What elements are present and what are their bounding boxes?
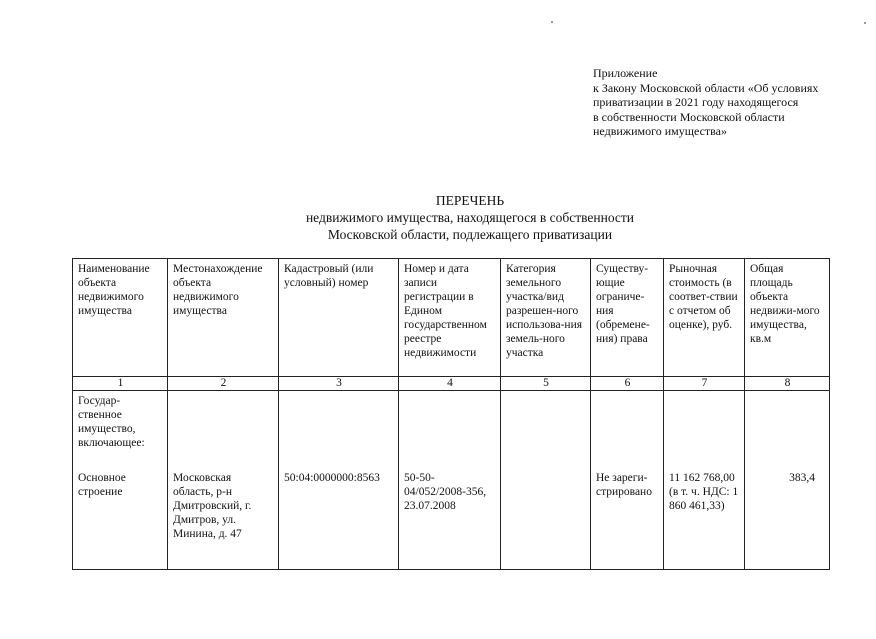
empty-cell — [279, 391, 399, 469]
column-number: 8 — [745, 377, 830, 391]
empty-cell — [168, 391, 279, 469]
document-heading — [200, 192, 740, 243]
cell-registration: 50-50-04/052/2008-356, 23.07.2008 — [399, 468, 501, 570]
empty-cell — [501, 391, 591, 469]
header-cell-cadastral: Кадастровый (или условный) номер — [279, 259, 399, 377]
column-number: 2 — [168, 377, 279, 391]
cell-location: Московская область, р-н Дмитровский, г. Дмитров, ул. Минина, д. 47 — [168, 468, 279, 570]
cell-category — [501, 468, 591, 570]
table-group-row — [73, 391, 830, 469]
property-table — [72, 258, 830, 570]
header-cell-area: Общая площадь объекта недвижи-мого имущества, кв.м — [745, 259, 830, 377]
table-header-row — [73, 259, 830, 377]
document-subtitle: недвижимого имущества, находящегося в собственности — [305, 210, 635, 225]
column-number: 7 — [664, 377, 745, 391]
appendix-line: в собственности Московской области — [593, 109, 785, 124]
document-title: ПЕРЕЧЕНЬ — [435, 193, 505, 208]
empty-cell — [745, 391, 830, 469]
empty-cell — [591, 391, 664, 469]
column-number: 6 — [591, 377, 664, 391]
header-cell-name: Наименование объекта недвижимого имущества — [73, 259, 168, 377]
cell-cadastral: 50:04:0000000:8563 — [279, 468, 399, 570]
appendix-line: приватизации в 2021 году находящегося — [593, 95, 799, 109]
scan-speck — [551, 21, 553, 23]
cell-price: 11 162 768,00 (в т. ч. НДС: 1 860 461,33) — [664, 468, 745, 570]
column-number: 5 — [501, 377, 591, 391]
appendix-line: Приложение — [593, 66, 658, 80]
document-subtitle: Московской области, подлежащего приватизации — [327, 227, 613, 242]
header-cell-category: Категория земельного участка/вид разрешен-ного использова-ния земель-ного участка — [501, 259, 591, 377]
column-number: 1 — [73, 377, 168, 391]
cell-name: Основное строение — [73, 468, 168, 570]
scan-speck — [864, 22, 866, 24]
empty-cell — [664, 391, 745, 469]
header-cell-registration: Номер и дата записи регистрации в Едином государственном реестре недвижимости — [399, 259, 501, 377]
table-row — [73, 468, 830, 570]
empty-cell — [399, 391, 501, 469]
column-number-row — [73, 377, 830, 391]
column-number: 4 — [399, 377, 501, 391]
appendix-line: недвижимого имущества» — [593, 124, 727, 138]
header-cell-location: Местонахождение объекта недвижимого имущества — [168, 259, 279, 377]
column-number: 3 — [279, 377, 399, 391]
cell-encumbrance: Не зареги-стрировано — [591, 468, 664, 570]
group-label: Государ-ственное имущество, включающее: — [73, 391, 168, 469]
appendix-note — [593, 66, 853, 139]
header-cell-encumbrance: Существу-ющие ограниче-ния (обремене-ния) права — [591, 259, 664, 377]
cell-area: 383,4 — [745, 468, 830, 570]
appendix-line: к Закону Московской области «Об условиях — [593, 80, 819, 95]
header-cell-price: Рыночная стоимость (в соответ-ствии с отчетом об оценке), руб. — [664, 259, 745, 377]
